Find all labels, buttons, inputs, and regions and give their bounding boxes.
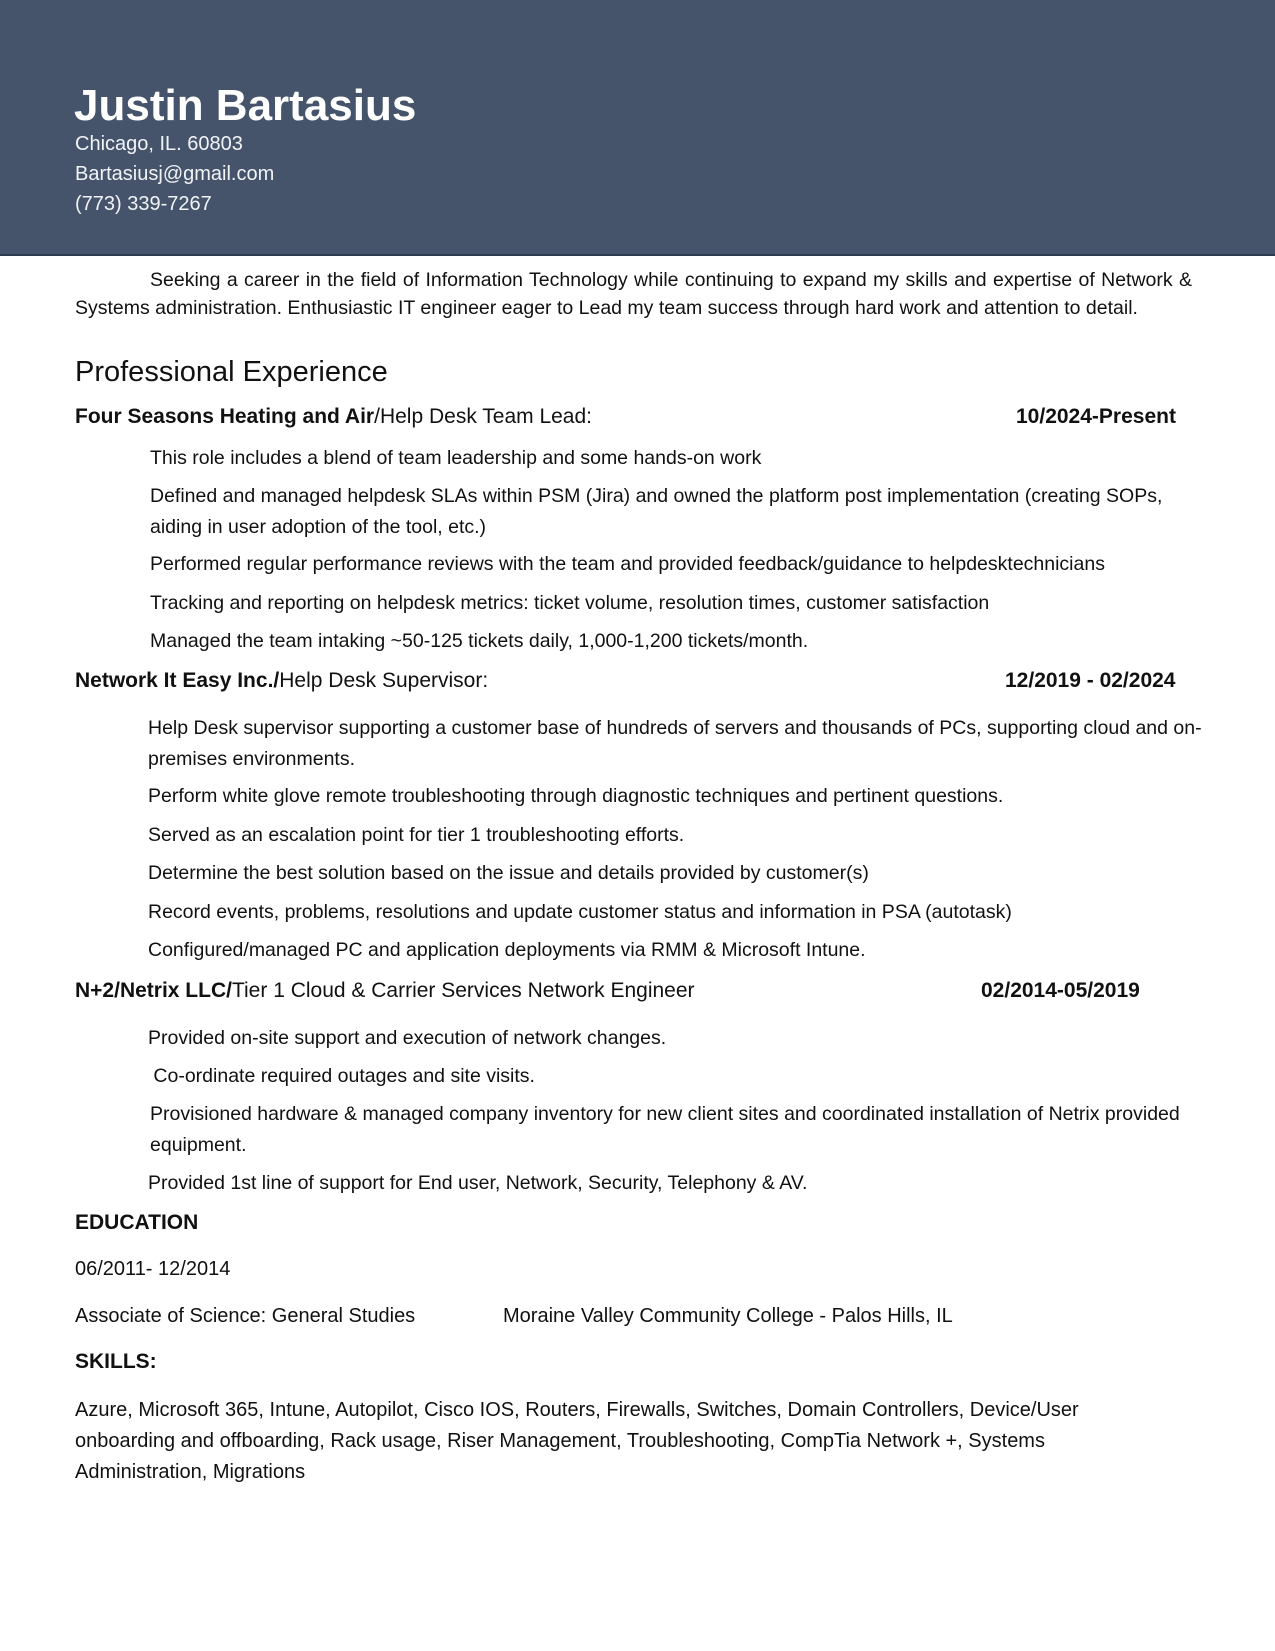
job-heading	[75, 977, 695, 1005]
job-bullet: Served as an escalation point for tier 1 troubleshooting efforts.	[148, 824, 685, 846]
job-heading	[75, 667, 488, 695]
job-bullet: Defined and managed helpdesk SLAs within PSM (Jira) and owned the platform post implementation (creating SOPs, aiding in user adoption of the tool, etc.)	[150, 485, 1163, 538]
summary-paragraph: Seeking a career in the field of Information Technology while continuing to expand my skills and expertise of Network & Systems administration. Enthusiastic IT engineer eager to Lead my team success through hard work and attention to detail.	[75, 269, 1192, 319]
job-role: Tier 1 Cloud & Carrier Services Network Engineer	[231, 979, 695, 1002]
job-bullet: Perform white glove remote troubleshooting through diagnostic techniques and pertinent questions.	[148, 785, 1004, 807]
candidate-name: Justin Bartasius	[74, 81, 417, 130]
education-dates: 06/2011- 12/2014	[75, 1258, 231, 1280]
job-heading	[75, 403, 592, 431]
job-bullet: Configured/managed PC and application deployments via RMM & Microsoft Intune.	[148, 939, 866, 961]
job-bullet: Provided 1st line of support for End user, Network, Security, Telephony & AV.	[148, 1172, 808, 1194]
job-bullet: This role includes a blend of team leadership and some hands-on work	[150, 447, 762, 469]
education-degree: Associate of Science: General Studies	[75, 1305, 416, 1327]
job-dates: 10/2024-Present	[1016, 405, 1176, 428]
job-bullet: Co-ordinate required outages and site visits.	[148, 1065, 535, 1087]
location: Chicago, IL. 60803	[75, 133, 243, 155]
job-bullet: Provisioned hardware & managed company inventory for new client sites and coordinated installation of Netrix provided equipment.	[150, 1103, 1180, 1156]
education-school: Moraine Valley Community College - Palos Hills, IL	[503, 1305, 953, 1327]
job-role: Help Desk Supervisor:	[279, 669, 489, 692]
email: Bartasiusj@gmail.com	[75, 163, 275, 185]
header-banner	[0, 0, 1275, 256]
skills-section-title: SKILLS:	[75, 1350, 157, 1373]
job-bullet: Managed the team intaking ~50-125 tickets daily, 1,000-1,200 tickets/month.	[150, 630, 809, 652]
job-bullet: Provided on-site support and execution of network changes.	[148, 1027, 667, 1049]
job-dates: 02/2014-05/2019	[981, 979, 1140, 1002]
job-bullet: Determine the best solution based on the issue and details provided by customer(s)	[148, 862, 869, 884]
skills-list: Azure, Microsoft 365, Intune, Autopilot, Cisco IOS, Routers, Firewalls, Switches, Domain Controllers, Device/User onboarding and offboarding, Rack usage, Riser Management, Troubleshooting, CompTia Network +, Systems Administration, Migrations	[75, 1399, 1079, 1483]
job-company: Four Seasons Heating and Air	[75, 405, 375, 428]
experience-section-title: Professional Experience	[75, 356, 388, 388]
job-bullet: Tracking and reporting on helpdesk metrics: ticket volume, resolution times, customer satisfaction	[150, 592, 990, 614]
job-bullet: Help Desk supervisor supporting a customer base of hundreds of servers and thousands of PCs, supporting cloud and on-premises environments.	[148, 717, 1202, 770]
job-dates: 12/2019 - 02/2024	[1005, 669, 1176, 692]
job-company: Network It Easy Inc./	[75, 669, 280, 692]
job-bullet: Performed regular performance reviews with the team and provided feedback/guidance to helpdesktechnicians	[150, 553, 1105, 575]
job-company: N+2/Netrix LLC/	[75, 979, 232, 1002]
job-bullet: Record events, problems, resolutions and update customer status and information in PSA (autotask)	[148, 901, 1012, 923]
education-section-title: EDUCATION	[75, 1211, 199, 1234]
job-role: /Help Desk Team Lead:	[374, 405, 593, 428]
phone: (773) 339-7267	[75, 193, 212, 215]
